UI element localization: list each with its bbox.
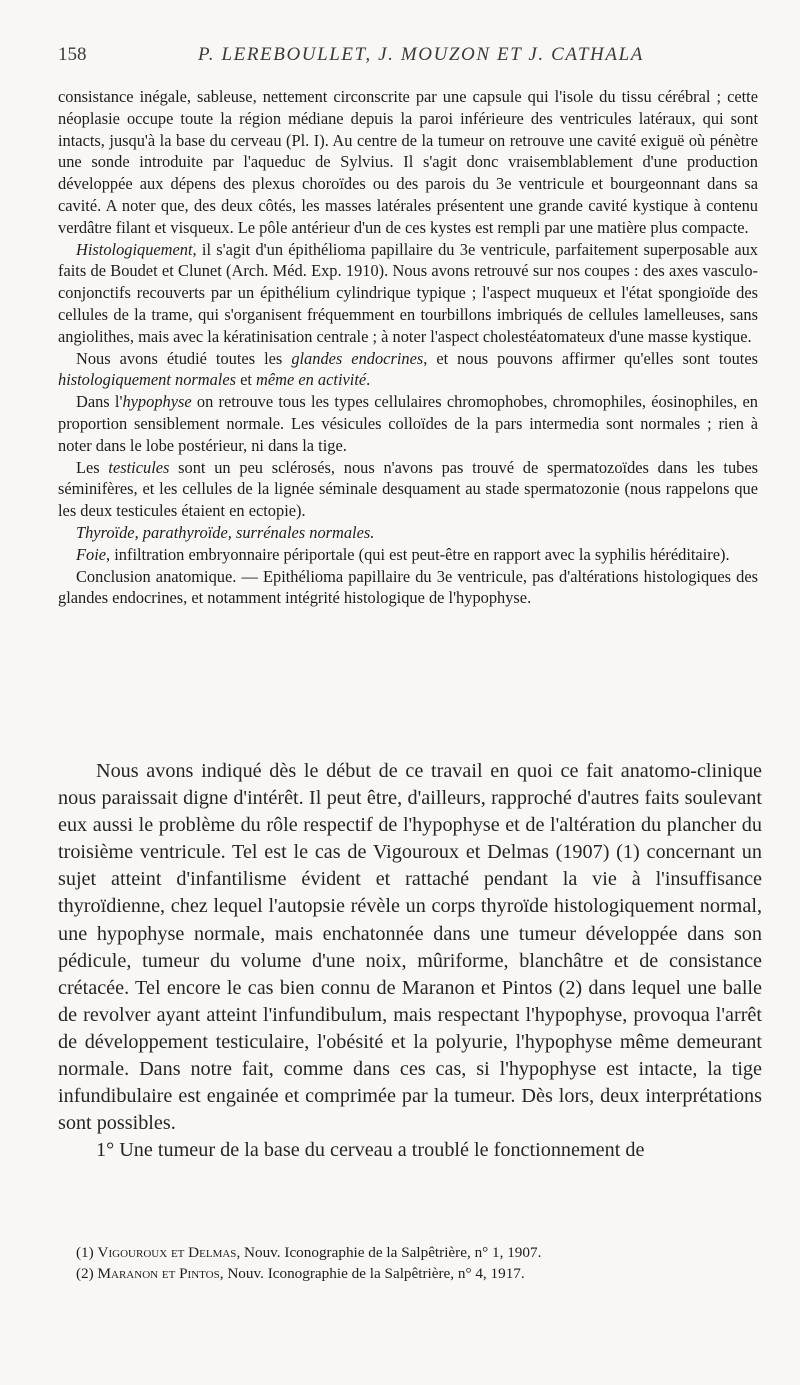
histology-lead: Histologiquement — [76, 239, 193, 259]
footnote-2-mark: (2) — [76, 1265, 98, 1282]
page-header — [58, 44, 758, 70]
hypophysis-text: on retrouve tous les types cellulaires chromophobes, chromophiles, éosinophiles, en proportion sensiblement normale. Les vésicules colloïdes de la pars intermedia sont normales ; rien à noter dans le lobe postérieur, ni dans la tige. — [58, 392, 758, 455]
paragraph-testicles — [58, 457, 758, 522]
paragraph-thyroid — [58, 522, 758, 544]
paragraph-discussion: Nous avons indiqué dès le début de ce travail en quoi ce fait anatomo-clinique nous paraissait digne d'intérêt. Il peut être, d'ailleurs, rapproché d'autres faits soulevant eux aussi le problème du rôle respectif de l'hypophyse et de l'altération du plancher du troisième ventricule. Tel est le cas de Vigouroux et Delmas (1907) (1) concernant un sujet atteint d'infantilisme évident et rattaché pendant la vie à l'insuffisance thyroïdienne, chez lequel l'autopsie révèle un corps thyroïde histologiquement normal, une hypophyse normale, mais enchatonnée dans une tumeur développée dans son pédicule, tumeur du volume d'une noix, mûriforme, blanchâtre et de consistance crétacée. Tel encore le cas bien connu de Maranon et Pintos (2) dans lequel une balle de revolver ayant atteint l'infundibulum, mais respectant l'hypophyse, provoqua l'arrêt de développement testiculaire, l'obésité et la polyurie, l'hypophyse même demeurant normale. Dans notre fait, comme dans ces cas, si l'hypophyse est intacte, la tige infundibulaire est engainée et comprimée par la tumeur. Dès lors, deux interprétations sont possibles. — [58, 760, 762, 1135]
endocrine-text-start: Nous avons étudié toutes les — [76, 348, 292, 368]
footnote-1 — [76, 1242, 756, 1263]
endocrine-normal-term: histologiquement normales — [58, 370, 237, 390]
paragraph-gross-findings: consistance inégale, sableuse, nettement circonscrite par une capsule qui l'isole du tissu cérébral ; cette néoplasie occupe toute la région médiane depuis la paroi inférieure des ventricules latéraux, qui sont intacts, jusqu'à la base du cerveau (Pl. I). Au centre de la tumeur on retrouve une cavité exiguë où pénètre une sonde introduite par l'aqueduc de Sylvius. Il s'agit donc vraisemblablement d'une production développée aux dépens des plexus choroïdes ou des parois du 3e ventricule et bourgeonnant dans sa cavité. A noter que, des deux côtés, les masses latérales présentent une grande cavité kystique à contenu verdâtre filant et visqueux. Le pôle antérieur d'un de ces kystes est rempli par une matière plus compacte. — [58, 87, 758, 237]
liver-text: , infiltration embryonnaire périportale (qui est peut-être en rapport avec la syphilis héréditaire). — [106, 544, 730, 564]
endocrine-text-mid: , et nous pouvons affirmer qu'elles sont toutes — [423, 348, 758, 368]
liver-term: Foie — [76, 544, 107, 564]
histology-text: , il s'agit d'un épithélioma papillaire du 3e ventricule, parfaitement superposable aux faits de Boudet et Clunet (Arch. Méd. Exp. 1910). Nous avons retrouvé sur nos coupes : des axes vasculo-conjonctifs recouverts par un épithélium cylindrique typique ; l'aspect muqueux et l'état spongioïde des cellules de la trame, qui s'organisent fréquemment en tourbillons imbriqués de cellules lamelleuses, sans angiolithes, mais avec la kératinisation centrale ; à noter l'aspect cholestéatomateux d'une masse kystique. — [58, 239, 758, 346]
thyroid-text: Thyroïde, parathyroïde, surrénales normales. — [76, 522, 375, 542]
testicles-term: testicules — [108, 457, 170, 477]
paragraph-hypophysis — [58, 391, 758, 456]
footnote-2-text: , Nouv. Iconographie de la Salpêtrière, n° 4, 1917. — [219, 1265, 525, 1282]
paragraph-endocrine-glands — [58, 348, 758, 392]
footnote-1-authors: Vigouroux et Delmas — [97, 1244, 237, 1261]
endocrine-text-and: et — [236, 370, 257, 390]
endocrine-text-end: . — [366, 370, 371, 390]
footnote-1-text: , Nouv. Iconographie de la Salpêtrière, n° 1, 1907. — [236, 1244, 542, 1261]
case-report-text — [58, 86, 758, 609]
paragraph-liver — [58, 544, 758, 566]
footnotes — [76, 1242, 756, 1284]
discussion-text — [58, 758, 762, 1164]
paragraph-conclusion: Conclusion anatomique. — Epithélioma papillaire du 3e ventricule, pas d'altérations histologiques des glandes endocrines, et notamment intégrité histologique de l'hypophyse. — [58, 566, 758, 608]
testicles-text-start: Les — [76, 457, 109, 477]
testicles-text: sont un peu sclérosés, nous n'avons pas trouvé de spermatozoïdes dans les tubes séminifères, et les cellules de la lignée séminale desquament au stade spermatozonie (nous rappelons que les deux testicules étaient en ectopie). — [58, 457, 758, 521]
page-number: 158 — [58, 44, 87, 65]
hypophysis-text-start: Dans l' — [76, 392, 123, 412]
hypophysis-term: hypophyse — [122, 392, 192, 412]
paragraph-interpretation-1: 1° Une tumeur de la base du cerveau a troublé le fonctionnement de — [96, 1139, 645, 1162]
endocrine-activity-term: même en activité — [256, 370, 367, 390]
footnote-1-mark: (1) — [76, 1244, 98, 1261]
footnote-2-authors: Maranon et Pintos — [97, 1265, 220, 1282]
paragraph-histology — [58, 239, 758, 348]
endocrine-term: glandes endocrines — [291, 348, 424, 368]
footnote-2 — [76, 1263, 756, 1284]
running-head: P. LEREBOULLET, J. MOUZON ET J. CATHALA — [198, 44, 644, 65]
